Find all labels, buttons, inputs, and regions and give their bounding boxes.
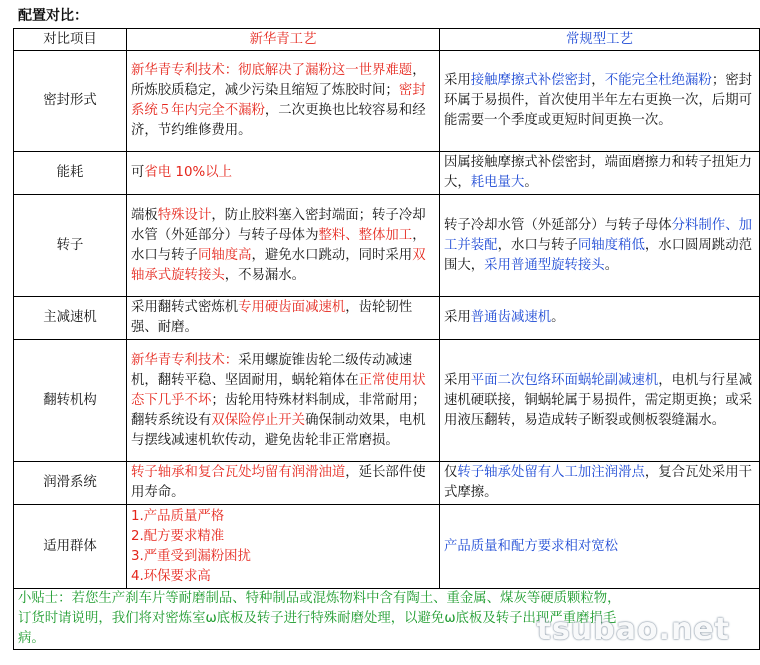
cell-text-segment: 采用 — [444, 310, 471, 325]
cell-text-segment: 耗电量大 — [470, 175, 525, 190]
table-row — [14, 462, 760, 505]
lube-conventional-cell — [440, 462, 760, 505]
header-xinhuaqing: 新华青工艺 — [127, 29, 440, 51]
table-row — [14, 51, 760, 152]
cell-text-segment: 新华青专利技术：彻底解决了漏粉这一世界难题 — [131, 63, 413, 78]
row-label-reducer: 主减速机 — [14, 297, 127, 340]
row-label-energy: 能耗 — [14, 152, 127, 195]
cell-text-segment: 。 — [524, 175, 538, 190]
tilt-xinhuaqing-cell — [127, 340, 440, 462]
cell-text-segment: 。 — [551, 310, 565, 325]
cell-text-segment: 平面二次包络环面蜗轮副减速机 — [470, 372, 659, 388]
cell-text-segment: 新华青专利技术： — [131, 352, 239, 368]
cell-text-segment: 双轴承式旋转接头 — [131, 247, 426, 283]
cell-text-segment: 转子轴承和复合瓦处均留有润滑油道 — [131, 465, 346, 480]
cell-text-segment: 省电 10%以上 — [144, 165, 232, 180]
cell-text-segment: 同轴度稍低 — [577, 237, 645, 253]
table-row — [14, 505, 760, 589]
seal-conventional-cell — [440, 51, 760, 152]
cell-text-segment: ，水口与转子 — [131, 227, 426, 263]
cell-text-segment: ，延长部件使用寿命。 — [131, 465, 426, 500]
row-label-tilt: 翻转机构 — [14, 340, 127, 462]
cell-text-segment: 采用翻转式密炼机 — [131, 300, 239, 315]
cell-text-segment: ，水口与转子 — [497, 237, 578, 253]
cell-text-segment: 采用普通型旋转接头 — [484, 257, 605, 273]
cell-text-segment: ，水口圆周跳动范围大， — [444, 237, 752, 273]
cell-text-segment: 因属接触摩擦式补偿密封，端面磨擦力和转子扭矩力大， — [444, 155, 752, 190]
cell-text-segment: 接触摩擦式补偿密封 — [470, 73, 592, 88]
cell-text-segment: 采用 — [444, 372, 471, 388]
cell-text-segment: 转子冷却水管（外延部分）与转子母体 — [444, 217, 672, 233]
cell-text-segment: 确保制动效果，电机与摆线减速机软传动，避免齿轮非正常磨损。 — [131, 412, 426, 448]
tilt-conventional-cell — [440, 340, 760, 462]
cell-text-segment: ， — [591, 73, 605, 88]
cell-text-segment: 。 — [604, 257, 619, 273]
row-label-lube: 润滑系统 — [14, 462, 127, 505]
cell-text-segment: 分料制作、加工并装配 — [444, 217, 752, 253]
cell-text-segment: 整料、整体加工 — [318, 227, 413, 243]
cell-text-segment: 专用硬齿面减速机 — [238, 300, 346, 315]
cell-text-segment: 产品质量和配方要求相对宽松 — [444, 538, 619, 554]
list-item: 3.严重受到漏粉困扰 — [131, 548, 251, 564]
cell-text-segment: ；齿轮用特殊材料制成，非常耐用；翻转系统设有 — [131, 392, 426, 428]
watermark-text: tsubao.net — [536, 612, 730, 647]
tip-line: 病。 — [18, 631, 45, 646]
cell-text-segment: 不能完全杜绝漏粉 — [604, 73, 712, 88]
list-item: 1.产品质量严格 — [131, 508, 225, 524]
cell-text-segment: 采用螺旋锥齿轮二级传动减速机，翻转平稳、坚固耐用，蜗轮箱体在 — [131, 352, 413, 388]
group-conventional-cell — [440, 505, 760, 589]
list-item: 4.环保要求高 — [131, 568, 211, 584]
row-label-rotor: 转子 — [14, 195, 127, 297]
reducer-xinhuaqing-cell — [127, 297, 440, 340]
cell-text-segment: ，不易漏水。 — [224, 267, 306, 283]
cell-text-segment: ，所炼胶质稳定，减少污染且缩短了炼胶时间； — [131, 63, 426, 98]
seal-xinhuaqing-cell — [127, 51, 440, 152]
tip-line: 订货时请说明，我们将对密炼室ω底板及转子进行特殊耐磨处理，以避免ω底板及转子出现严重磨损毛 — [18, 611, 617, 626]
rotor-xinhuaqing-cell — [127, 195, 440, 297]
cell-text-segment: 密封系统５年内完全不漏粉 — [131, 83, 426, 118]
energy-xinhuaqing-cell — [127, 152, 440, 195]
tip-line: 小贴士：若您生产刹车片等耐磨制品、特种制品或混炼物料中含有陶土、重金属、煤灰等硬质颗粒物， — [18, 591, 621, 606]
cell-text-segment: ；密封环属于易损件，首次使用半年左右更换一次，后期可能需要一个季度或更短时间更换一次。 — [444, 73, 752, 128]
lube-xinhuaqing-cell — [127, 462, 440, 505]
list-item: 2.配方要求精准 — [131, 528, 225, 544]
cell-text-segment: ，齿轮韧性强、耐磨。 — [131, 300, 413, 335]
cell-text-segment: ，二次更换也比较容易和经济，节约维修费用。 — [131, 103, 426, 138]
header-conventional: 常规型工艺 — [440, 29, 760, 51]
group-xinhuaqing-cell — [127, 505, 440, 589]
table-row — [14, 340, 760, 462]
cell-text-segment: 普通齿减速机 — [470, 310, 552, 325]
table-header-row — [14, 29, 760, 51]
header-item: 对比项目 — [14, 29, 127, 51]
page-title: 配置对比： — [18, 8, 88, 24]
comparison-table — [13, 28, 760, 650]
cell-text-segment: ，避免水口跳动，同时采用 — [251, 247, 413, 263]
cell-text-segment: 采用 — [444, 73, 471, 88]
row-label-group: 适用群体 — [14, 505, 127, 589]
cell-text-segment: ，防止胶料塞入密封端面；转子冷却水管（外延部分）与转子母体为 — [131, 207, 426, 243]
cell-text-segment: ，电机与行星减速机硬联接，铜蜗轮属于易损件，需定期更换；或采用液压翻转，易造成转子断裂或侧板裂缝漏水。 — [444, 372, 752, 428]
cell-text-segment: 仅 — [444, 465, 458, 480]
cell-text-segment: 特殊设计 — [157, 207, 212, 223]
cell-text-segment: ，复合瓦处采用干式摩擦。 — [444, 465, 752, 500]
row-label-seal: 密封形式 — [14, 51, 127, 152]
cell-text-segment: 同轴度高 — [197, 247, 252, 263]
table-row — [14, 297, 760, 340]
cell-text-segment: 正常使用状态下几乎不坏 — [131, 372, 426, 408]
energy-conventional-cell — [440, 152, 760, 195]
cell-text-segment: 端板 — [131, 207, 158, 223]
table-row — [14, 152, 760, 195]
reducer-conventional-cell — [440, 297, 760, 340]
cell-text-segment: 可 — [131, 165, 145, 180]
table-row — [14, 195, 760, 297]
cell-text-segment: 转子轴承处留有人工加注润滑点 — [457, 465, 645, 480]
rotor-conventional-cell — [440, 195, 760, 297]
cell-text-segment: 双保险停止开关 — [211, 412, 306, 428]
